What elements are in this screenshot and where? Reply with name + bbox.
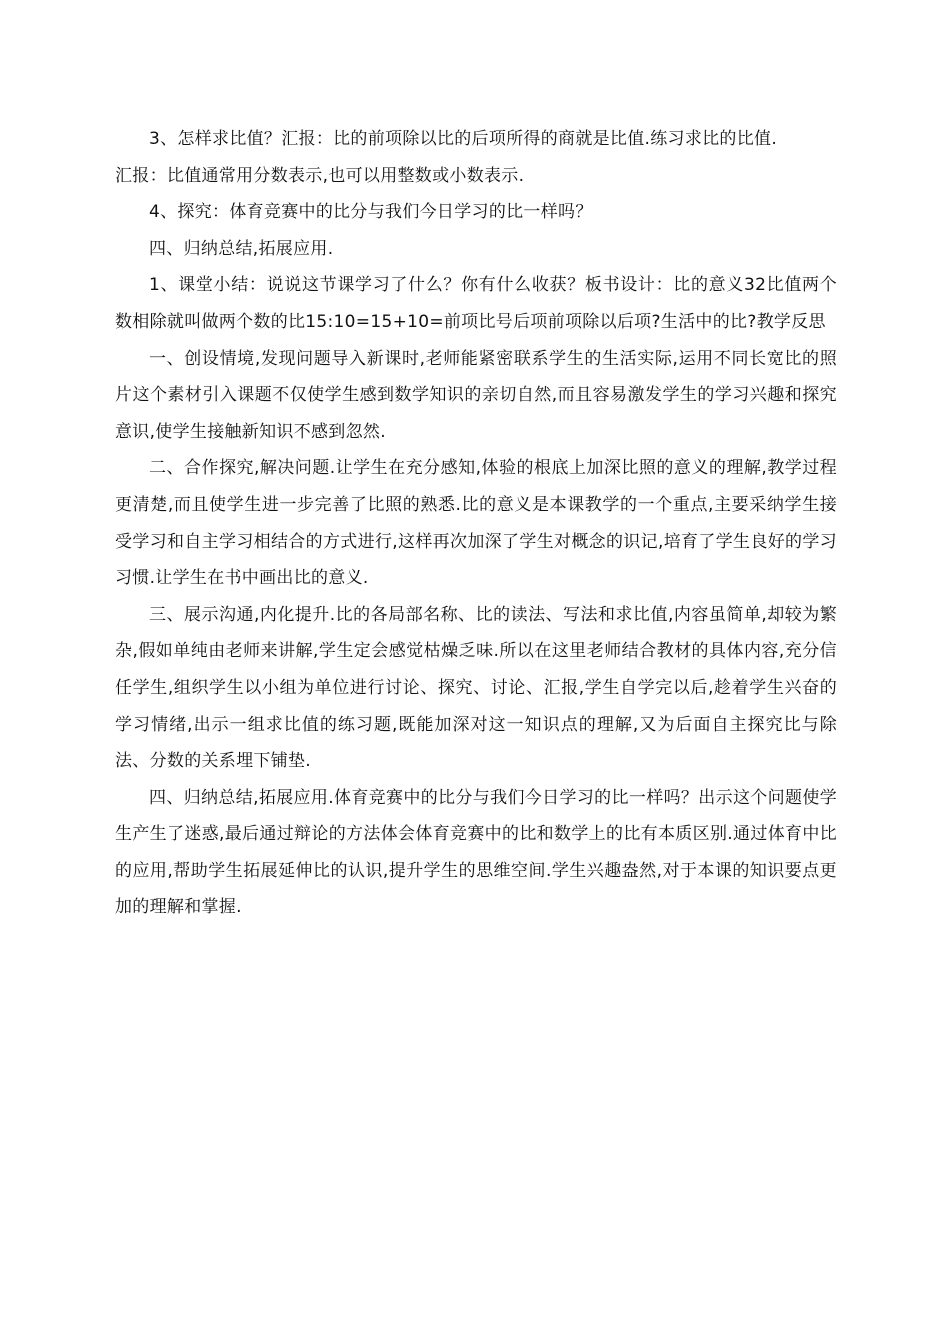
paragraph-reflection-2: 二、合作探究,解决问题.让学生在充分感知,体验的根底上加深比照的意义的理解,教学过程更清楚,而且使学生进一步完善了比照的熟悉.比的意义是本课教学的一个重点,主要采纳学生接受学习和自主学习相结合的方式进行,这样再次加深了学生对概念的识记,培育了学生良好的学习习惯.让学生在书中画出比的意义. bbox=[115, 458, 837, 589]
paragraph-reflection-3: 三、展示沟通,内化提升.比的各局部名称、比的读法、写法和求比值,内容虽简单,却较为繁杂,假如单纯由老师来讲解,学生定会感觉枯燥乏味.所以在这里老师结合教材的具体内容,充分信任学生,组织学生以小组为单位进行讨论、探究、讨论、汇报,学生自学完以后,趁着学生兴奋的学习情绪,出示一组求比值的练习题,既能加深对这一知识点的理解,又为后面自主探究比与除法、分数的关系埋下铺垫. bbox=[115, 604, 837, 772]
paragraph-reflection-1: 一、创设情境,发现问题导入新课时,老师能紧密联系学生的生活实际,运用不同长宽比的照片这个素材引入课题不仅使学生感到数学知识的亲切自然,而且容易激发学生的学习兴趣和探究意识,使学生接触新知识不感到忽然. bbox=[115, 348, 837, 442]
paragraph-class-summary: 1、课堂小结：说说这节课学习了什么？你有什么收获？板书设计：比的意义32比值两个数相除就叫做两个数的比15:10=15+10=前项比号后项前项除以后项?生活中的比?教学反思 bbox=[115, 275, 837, 332]
paragraph-explore: 4、探究：体育竞赛中的比分与我们今日学习的比一样吗？ bbox=[149, 202, 593, 223]
document-body bbox=[115, 121, 837, 926]
paragraph-report: 汇报：比值通常用分数表示,也可以用整数或小数表示. bbox=[115, 165, 525, 186]
paragraph-reflection-4: 四、归纳总结,拓展应用.体育竞赛中的比分与我们今日学习的比一样吗？出示这个问题使学生产生了迷惑,最后通过辩论的方法体会体育竞赛中的比和数学上的比有本质区别.通过体育中比的应用,帮助学生拓展延伸比的认识,提升学生的思维空间.学生兴趣盎然,对于本课的知识要点更加的理解和掌握. bbox=[115, 787, 837, 918]
paragraph-compute-ratio: 3、怎样求比值？汇报：比的前项除以比的后项所得的商就是比值.练习求比的比值. bbox=[149, 129, 778, 149]
section-heading-summary: 四、归纳总结,拓展应用. bbox=[149, 238, 334, 259]
